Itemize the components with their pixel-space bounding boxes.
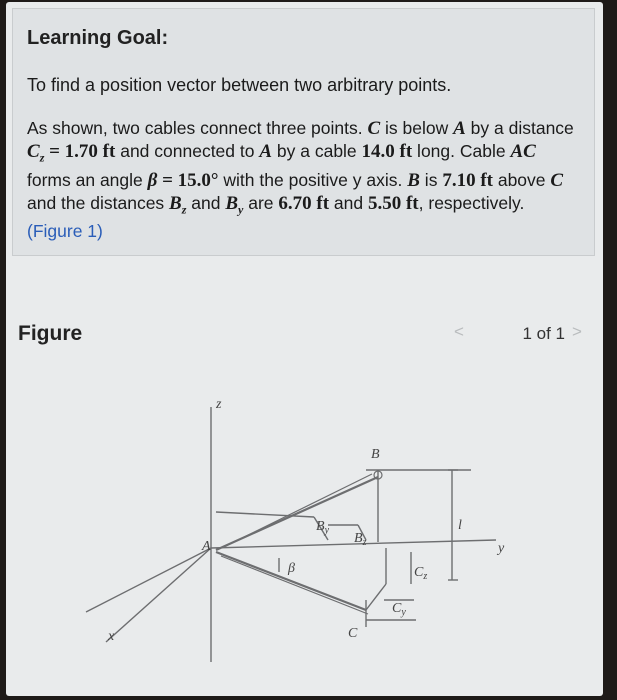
point-a-label: A — [202, 539, 211, 554]
problem-statement: As shown, two cables connect three points. C is below A by a distance $C_z = 1.70$ ft and connected to A by a cable 14.0 ft long. Cable AC forms an angle β = 15.0° with the positive y axis. B is 7.10 ft above C and the distances $B_z$ and $B_y$ are 6.70 ft and 5.50 ft, respectively. (Figure 1) — [27, 118, 574, 241]
z-axis-label: z — [216, 397, 222, 412]
cable-diagram-svg — [66, 362, 536, 682]
page-panel — [6, 2, 603, 696]
learning-goal-heading: Learning Goal: — [27, 27, 169, 49]
learning-goal-text: To find a position vector between two arbitrary points. — [27, 75, 452, 95]
point-b-label: B — [371, 447, 380, 462]
figure-title: Figure — [18, 322, 83, 345]
x-axis-label: x — [108, 629, 115, 644]
x-axis-line — [106, 548, 211, 642]
cz-label: $C_z$ — [414, 565, 428, 582]
length-l-label: l — [458, 518, 462, 533]
beta-label: β — [288, 561, 295, 576]
figure-header — [6, 314, 603, 350]
learning-goal-card — [12, 8, 595, 256]
bz-label: $B_z$ — [354, 531, 367, 548]
cy-label: $C_y$ — [392, 601, 406, 618]
y-axis-label: y — [498, 541, 505, 556]
by-label: $B_y$ — [316, 519, 330, 536]
prev-figure-button[interactable]: < — [454, 322, 464, 341]
figure-link[interactable]: (Figure 1) — [27, 221, 103, 241]
figure-diagram — [66, 362, 536, 682]
point-c-label: C — [348, 626, 358, 641]
next-figure-button[interactable]: > — [572, 322, 582, 341]
figure-pager: 1 of 1 — [522, 324, 565, 343]
